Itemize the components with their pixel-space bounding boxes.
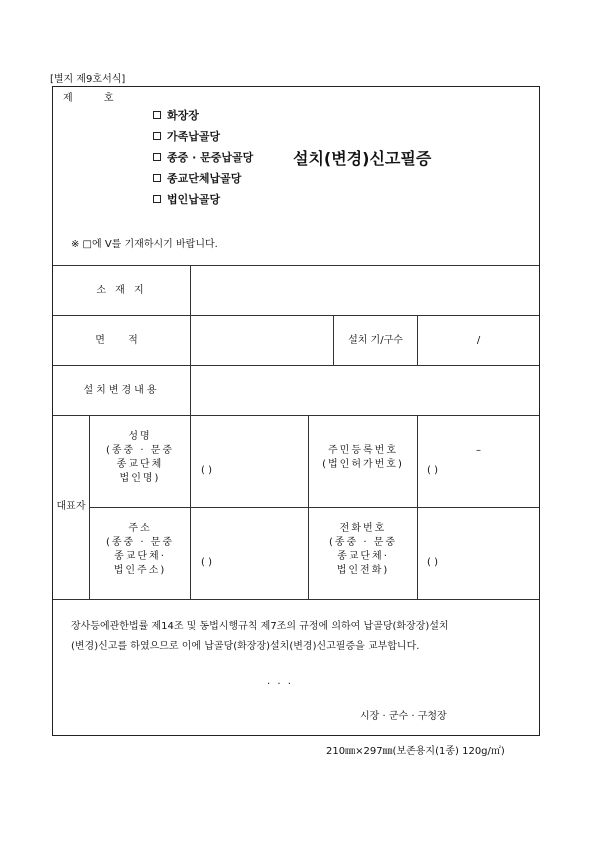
certificate-form [52, 86, 540, 736]
name-label-line: 법인명) [119, 473, 161, 484]
checkbox-icon[interactable] [153, 153, 161, 161]
divider [53, 265, 539, 266]
instruction-note: ※ □에 V를 기재하시기 바랍니다. [71, 239, 218, 250]
divider [89, 507, 539, 508]
checkbox-item-corporate-ossuary[interactable] [153, 191, 220, 207]
divider [417, 415, 418, 599]
signatory: 시장 · 군수 · 구청장 [360, 711, 447, 722]
area-label: 면 적 [95, 335, 148, 346]
date-placeholder: . . . [267, 676, 293, 687]
checkbox-icon[interactable] [153, 132, 161, 140]
install-count-value[interactable]: / [476, 335, 481, 346]
name-label-line: 종교단체 [116, 459, 164, 470]
phone-label-line: 법인전화) [336, 565, 390, 576]
checkbox-label: 종중 · 문중납골당 [167, 151, 254, 164]
phone-field[interactable]: ( ) [427, 557, 438, 568]
checkbox-label: 화장장 [167, 109, 199, 122]
checkbox-item-crematorium[interactable] [153, 107, 199, 123]
name-label [90, 430, 190, 486]
form-number-label: [별지 제9호서식] [50, 74, 126, 85]
checkbox-icon[interactable] [153, 195, 161, 203]
address-label-line: 주소 [128, 523, 152, 534]
location-field[interactable] [191, 268, 537, 313]
phone-label-line: (종중 · 문중 [328, 537, 398, 548]
divider [190, 415, 191, 599]
representative-label: 대표자 [56, 501, 86, 512]
checkbox-icon[interactable] [153, 111, 161, 119]
change-content-field[interactable] [191, 368, 537, 413]
checkbox-item-religious-ossuary[interactable] [153, 170, 241, 186]
divider [53, 599, 539, 600]
name-label-line: 성명 [128, 431, 152, 442]
phone-label [309, 522, 417, 578]
address-label-line: (종중 · 문중 [105, 537, 175, 548]
divider [53, 315, 539, 316]
checkbox-icon[interactable] [153, 174, 161, 182]
divider [53, 365, 539, 366]
issuance-statement [71, 617, 531, 657]
address-label [90, 522, 190, 578]
divider [53, 415, 539, 416]
checkbox-item-family-ossuary[interactable] [153, 128, 220, 144]
address-label-line: 종교단체· [114, 551, 166, 562]
install-count-label: 설치 기/구수 [348, 335, 403, 346]
id-number-field[interactable]: ( ) [427, 465, 438, 476]
statement-line: (변경)신고를 하였으므로 이에 납골당(화장장)설치(변경)신고필증을 교부합니다. [71, 641, 420, 652]
address-label-line: 법인주소) [113, 565, 167, 576]
id-number-label-line: 주민등록번호 [328, 445, 398, 456]
number-label: 제 호 [63, 93, 128, 104]
id-number-dash: – [476, 445, 481, 456]
address-field[interactable]: ( ) [201, 557, 212, 568]
document-title: 설치(변경)신고필증 [293, 149, 432, 168]
change-content-label: 설치변경내용 [83, 385, 160, 396]
id-number-label-line: (법인허가번호) [322, 459, 404, 470]
paper-spec-footer: 210㎜×297㎜(보존용지(1종) 120g/㎡) [326, 746, 505, 757]
checkbox-label: 종교단체납골당 [167, 172, 242, 185]
phone-label-line: 전화번호 [339, 523, 387, 534]
name-field[interactable]: ( ) [201, 465, 212, 476]
statement-line: 장사등에관한법률 제14조 및 동법시행규칙 제7조의 규정에 의하여 납골당(화장장)설치 [71, 621, 449, 632]
checkbox-item-clan-ossuary[interactable] [153, 149, 253, 165]
checkbox-label: 법인납골당 [167, 193, 221, 206]
id-number-label [309, 444, 417, 472]
area-field[interactable] [191, 318, 331, 363]
name-label-line: (종중 · 문중 [105, 445, 175, 456]
checkbox-label: 가족납골당 [167, 130, 221, 143]
location-label: 소 재 지 [96, 285, 147, 296]
phone-label-line: 종교단체· [337, 551, 389, 562]
